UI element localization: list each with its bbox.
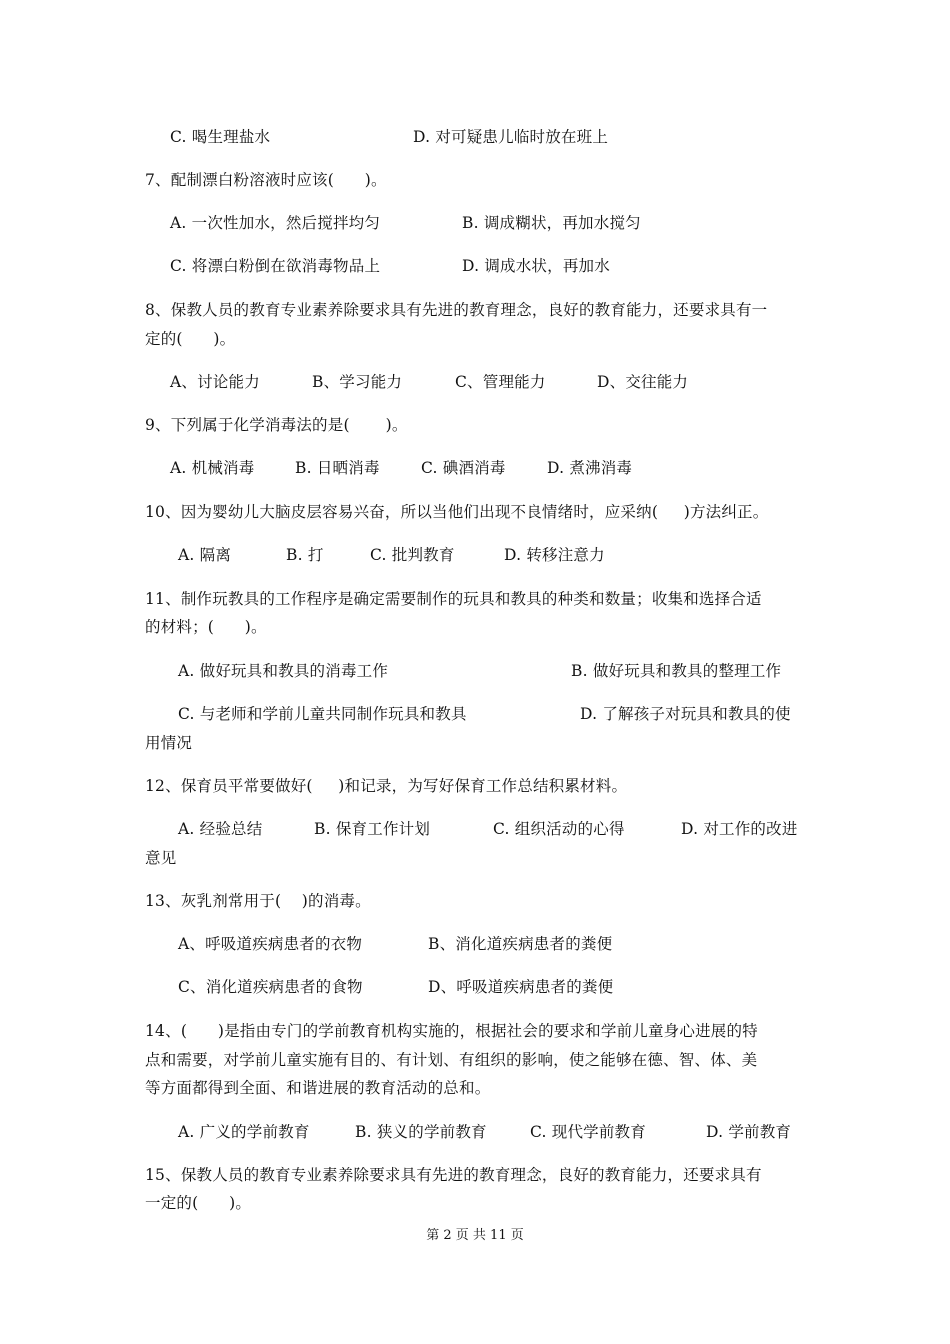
q13-option-d: D、呼吸道疾病患者的粪便 (428, 978, 614, 996)
q7-option-c: C. 将漂白粉倒在欲消毒物品上 (170, 257, 381, 275)
q8-option-a: A、讨论能力 (170, 373, 260, 391)
q10-stem: 10、因为婴幼儿大脑皮层容易兴奋，所以当他们出现不良情绪时，应采纳( )方法纠正。 (145, 503, 769, 521)
q9-option-a: A. 机械消毒 (170, 459, 255, 477)
q12-option-b: B. 保育工作计划 (314, 820, 431, 838)
q13-option-a: A、呼吸道疾病患者的衣物 (178, 935, 363, 953)
q14-stem-line2: 点和需要，对学前儿童实施有目的、有计划、有组织的影响，使之能够在德、智、体、美 (145, 1051, 758, 1069)
q11-option-a: A. 做好玩具和教具的消毒工作 (178, 662, 389, 680)
q9-stem: 9、下列属于化学消毒法的是( )。 (145, 416, 408, 434)
q12-option-d-line2: 意见 (145, 849, 177, 867)
q15-stem-line1: 15、保教人员的教育专业素养除要求具有先进的教育理念，良好的教育能力，还要求具有 (145, 1166, 762, 1184)
q11-option-c: C. 与老师和学前儿童共同制作玩具和教具 (178, 705, 467, 723)
q14-stem-line1: 14、( )是指由专门的学前教育机构实施的，根据社会的要求和学前儿童身心进展的特 (145, 1022, 758, 1040)
q11-option-b: B. 做好玩具和教具的整理工作 (571, 662, 782, 680)
q13-option-c: C、消化道疾病患者的食物 (178, 978, 363, 996)
q7-option-d: D. 调成水状，再加水 (462, 257, 610, 275)
q14-option-a: A. 广义的学前教育 (178, 1123, 310, 1141)
q8-stem-line2: 定的( )。 (145, 330, 236, 348)
q10-option-b: B. 打 (286, 546, 324, 564)
q14-option-c: C. 现代学前教育 (530, 1123, 646, 1141)
q7-stem: 7、配制漂白粉溶液时应该( )。 (145, 171, 387, 189)
q6-option-c: C. 喝生理盐水 (170, 128, 271, 146)
q13-option-b: B、消化道疾病患者的粪便 (428, 935, 613, 953)
q12-option-a: A. 经验总结 (178, 820, 263, 838)
q10-option-a: A. 隔离 (178, 546, 232, 564)
page-number-footer: 第 2 页 共 11 页 (426, 1228, 524, 1243)
q13-stem: 13、灰乳剂常用于( )的消毒。 (145, 892, 371, 910)
q7-option-b: B. 调成糊状，再加水搅匀 (462, 214, 641, 232)
q6-option-d: D. 对可疑患儿临时放在班上 (413, 128, 609, 146)
q9-option-b: B. 日晒消毒 (295, 459, 380, 477)
q11-stem-line1: 11、制作玩教具的工作程序是确定需要制作的玩具和教具的种类和数量；收集和选择合适 (145, 590, 762, 608)
q12-option-d-line1: D. 对工作的改进 (681, 820, 798, 838)
q8-stem-line1: 8、保教人员的教育专业素养除要求具有先进的教育理念，良好的教育能力，还要求具有一 (145, 301, 768, 319)
q11-option-d-line1: D. 了解孩子对玩具和教具的使 (580, 705, 791, 723)
q7-option-a: A. 一次性加水，然后搅拌均匀 (170, 214, 381, 232)
q9-option-d: D. 煮沸消毒 (547, 459, 633, 477)
q15-stem-line2: 一定的( )。 (145, 1194, 252, 1212)
q14-stem-line3: 等方面都得到全面、和谐进展的教育活动的总和。 (145, 1079, 491, 1097)
q9-option-c: C. 碘酒消毒 (421, 459, 506, 477)
q12-option-c: C. 组织活动的心得 (493, 820, 625, 838)
q10-option-d: D. 转移注意力 (504, 546, 605, 564)
q8-option-c: C、管理能力 (455, 373, 546, 391)
q10-option-c: C. 批判教育 (370, 546, 455, 564)
q14-option-d: D. 学前教育 (706, 1123, 792, 1141)
q8-option-d: D、交往能力 (597, 373, 689, 391)
q12-stem: 12、保育员平常要做好( )和记录，为写好保育工作总结积累材料。 (145, 777, 628, 795)
q8-option-b: B、学习能力 (312, 373, 403, 391)
q11-option-d-line2: 用情况 (145, 734, 193, 752)
q14-option-b: B. 狭义的学前教育 (355, 1123, 487, 1141)
q11-stem-line2: 的材料；( )。 (145, 618, 267, 636)
